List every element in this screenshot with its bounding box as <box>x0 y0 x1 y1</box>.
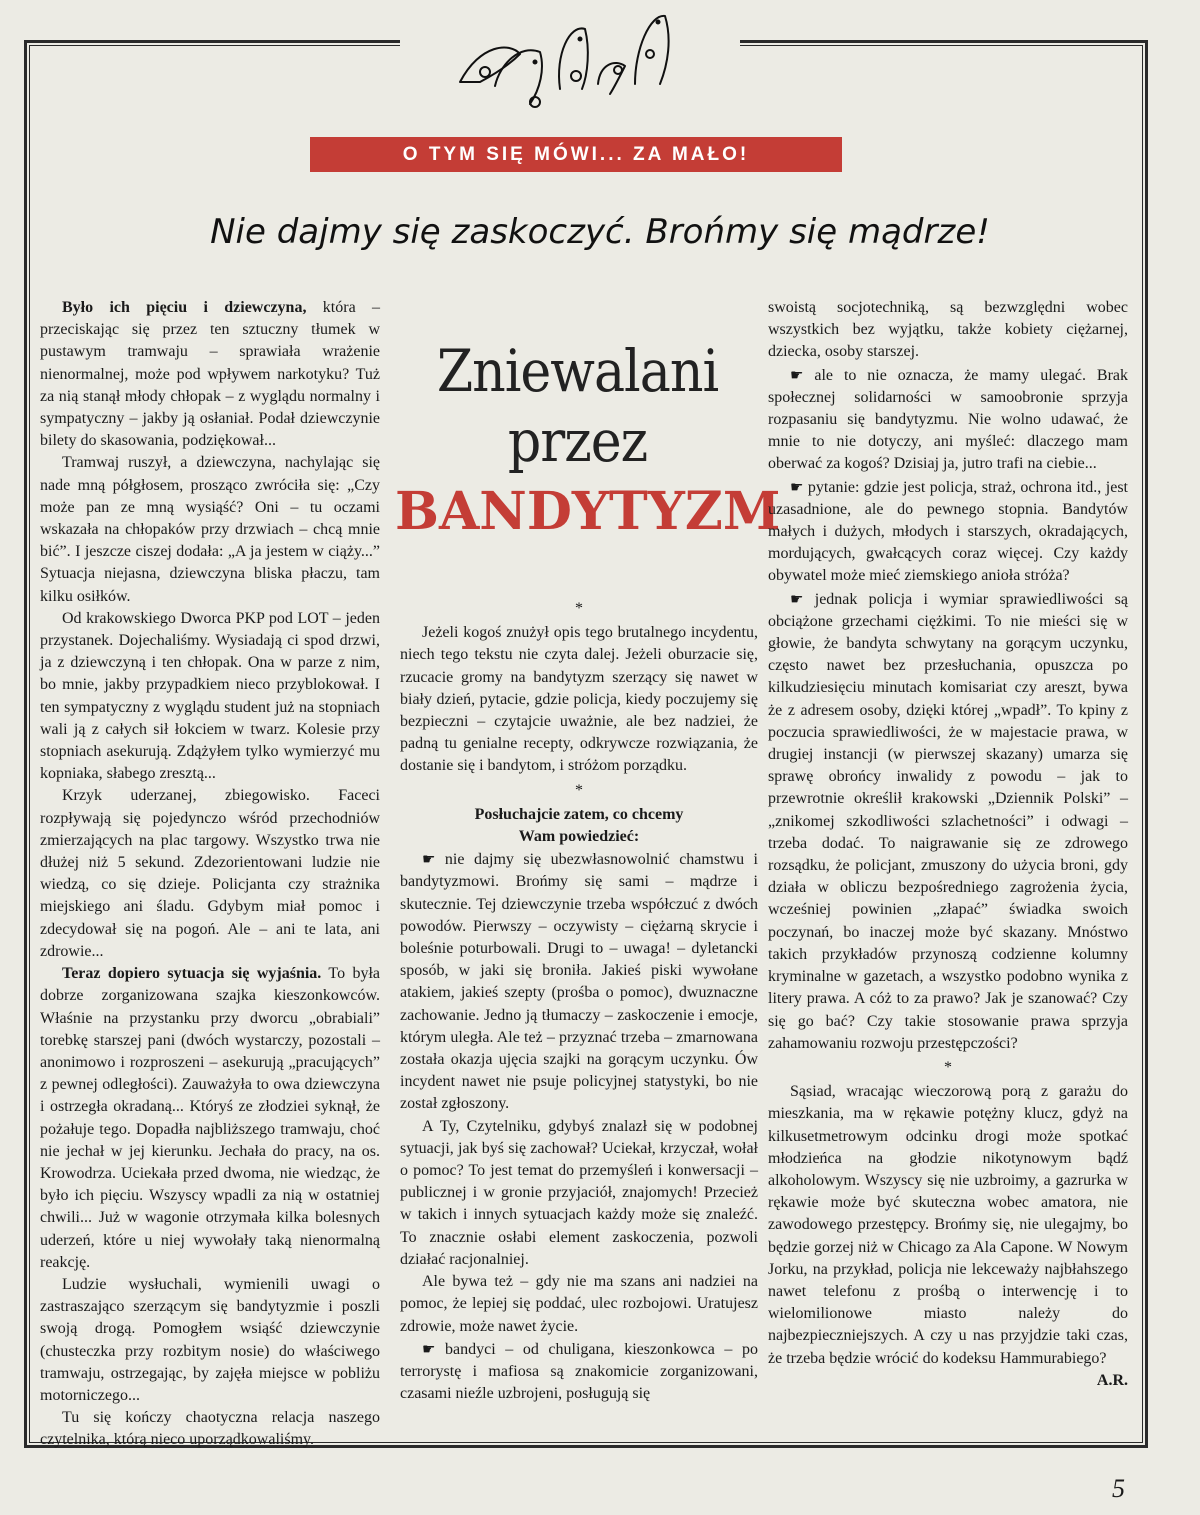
paragraph: swoistą socjotechniką, są bezwzględni wobec wszystkich bez wyjątku, także kobiety ciężarnej, dziecka, osoby starszej. <box>768 299 1128 361</box>
article-headline <box>395 336 781 544</box>
headline-line-2: przez <box>507 407 648 475</box>
pointing-hand-icon: ☛ <box>790 477 804 496</box>
paragraph-lead: Było ich pięciu i dziewczyna, <box>62 299 307 316</box>
paragraph: ☛ jednak policja i wymiar sprawiedliwości są obciążone grzechami ciężkimi. To nie mieści się w głowie, że bandyta schwytany na gorącym uczynku, często nawet bez przesłuchania, opuszcza po kilkudziesięciu minutach komisariat czy areszt, bywa że z adresem osoby, dzięki której „wpadł”. To kpiny z poczucia sprawiedliwości, że w majestacie prawa, w drugiej instancji (w pierwszej skazany) umarza się sprawę obrońcy inwalidy z powodu – jak to przewrotnie określił krakowski „Dziennik Polski” – „znikomej szkodliwości szlachetności” i odwagi – trzeba dodać. To naigrawanie się ze zdrowego rozsądku, że policjant, zmuszony do użycia broni, gdy działa w obliczu bezpośredniego zagrożenia życia, wcześniej powinien „złapać” świadka swoich poczynań, bo inaczej może być skazany. Mnóstwo takich przykładów przynoszą codzienne kolumny kryminalne w gazetach, a wszystko podobno wynika z litery prawa. A cóż to za prawo? Jak je szanować? Czy się go bać? Czy takie stosowanie prawa sprzyja zahamowaniu rozwoju przestępczości? <box>768 589 1128 1052</box>
paragraph: Od krakowskiego Dworca PKP pod LOT – jeden przystanek. Dojechaliśmy. Wysiadają ci spod drzwi, ja z dziewczyną i ten chłopak. Ona w parze z nim, bo mnie, jakby przypadkiem nieco przyblokował. I ten sympatyczny z wyglądu student już na stopniach wali ją z całych sił łokciem w twarz. Kolesie przy stopniach asekurują. Zdążyłem tylko wymierzyć mu kopniaka, słabego zresztą... <box>40 609 380 783</box>
headline-line-3: BANDYTYZM <box>395 481 781 542</box>
paragraph: Tu się kończy chaotyczna relacja naszego czytelnika, którą nieco uporządkowaliśmy. <box>40 1409 380 1449</box>
section-star: * <box>575 781 583 799</box>
headline-line-1: Zniewalani <box>436 337 719 405</box>
paragraph: ☛ nie dajmy się ubezwłasnowolnić chamstwu i bandytyzmowi. Brońmy się sami – mądrze i skutecznie. Tej dziewczynie trzeba współczuć z dwóch powodów. Pierwszy – oczywisty – ciężarną skrycie i boleśnie poturbowali. Drugi to – uwaga! – dyletancki sposób, w jaki się broniła. Jakieś piski wywołane atakiem, jakieś szepty (prośba o pomoc), dwuznaczne zachowanie. Jedno ją tłumaczy – zaskoczenie i emocje, którym uległa. Ale też – przyznać trzeba – zmarnowana została okazja ujęcia szajki na gorącym uczynku. Ów incydent nawet nie psuje policyjnej statystyki, bo nie został zgłoszony. <box>400 850 758 1113</box>
paragraph: ☛ bandyci – od chuligana, kieszonkowca – po terrorystę i mafiosa są znakomicie zorganizowani, czasami nieźle uzbrojeni, posługują się <box>400 1339 758 1403</box>
paragraph: Sąsiad, wracając wieczorową porą z garażu do mieszkania, ma w rękawie potężny klucz, gdyż na kilkusetmetrowym odcinku drogi może spotkać młodzieńca na głodzie nikotynowym bądź alkoholowym. Wszyscy się nie uzbroimy, a gazrurka w rękawie może być skuteczna wobec amatora, nie zawodowego przestępcy. Brońmy się, nie ulegajmy, bo będzie gorzej niż w Chicago za Ala Capone. W Nowym Jorku, na przykład, policja nie lekceważy najbłahszego nawet telefonu z prośbą o interwencję i to wielomilionowe miasto należy do najbezpieczniejszych. A czy u nas przyjdzie taki czas, że trzeba będzie wrócić do kodeksu Hammurabiego? <box>768 1083 1128 1367</box>
paragraph: Było ich pięciu i dziewczyna, która – przeciskając się przez ten sztuczny tłumek w pustawym tramwaju – sprawiała wrażenie nienormalnej, może pod wpływem narkotyku? Tuż za nią stanął młody chłopak – z wyglądu normalny i sympatyczny – jakby ją osłaniał. Podał dziewczynie bilety do skasowania, podziękował... <box>40 299 380 450</box>
section-heading: Wam powiedzieć: <box>518 828 640 846</box>
article-subtitle: Nie dajmy się zaskoczyć. Brońmy się mądrze! <box>210 212 990 252</box>
column-middle <box>400 596 758 1405</box>
paragraph: ☛ ale to nie oznacza, że mamy ulegać. Brak społecznej solidarności w samoobronie sprzyja rozpasaniu się bandytyzmu. Nie wolno udawać, że mnie to nie dotyczy, ani myśleć: dlaczego mam oberwać za kogoś? Dzisiaj ja, jutro trafi na ciebie... <box>768 365 1128 473</box>
section-star: * <box>944 1058 952 1076</box>
paragraph-lead: Teraz dopiero sytuacja się wyjaśnia. <box>62 965 322 983</box>
pointing-hand-icon: ☛ <box>422 850 436 869</box>
section-heading: Posłuchajcie zatem, co chcemy <box>474 805 684 823</box>
column-left <box>40 297 380 1452</box>
paragraph: ☛ pytanie: gdzie jest policja, straż, ochrona itd., jest uzasadnione, ale do pewnego stopnia. Bandytów małych i dużych, młodych i starszych, okradających, mordujących, gwałcących coraz więcej. Czy każdy obywatel może mieć ziemskiego anioła stróża? <box>768 477 1128 585</box>
paragraph: A Ty, Czytelniku, gdybyś znalazł się w podobnej sytuacji, jak byś się zachował? Uciekał, krzyczał, wołał o pomoc? To jest temat do przemyśleń i konwersacji – publicznej i w gronie przyjaciół, znajomych! Przecież w takich i innych sytuacjach każdy może się znaleźć. To znacznie osłabi element zaskoczenia, pozwoli działać racjonalniej. <box>400 1117 758 1268</box>
author-signature: A.R. <box>1096 1371 1128 1389</box>
paragraph: Jeżeli kogoś znużył opis tego brutalnego incydentu, niech tego tekstu nie czyta dalej. Jeżeli oburzacie się, rzucacie gromy na bandytyzm szerzący się nawet w biały dzień, pytacie, gdzie policja, kiedy poczujemy się bezpieczni – czytajcie uważnie, ale bez nadziei, że padną tu genialne recepty, odkrywcze rozwiązania, że dostanie się i bandytom, i stróżom porządku. <box>400 624 758 775</box>
paragraph: Ludzie wysłuchali, wymienili uwagi o zastraszająco szerzącym się bandytyzmie i poszli swoją drogą. Pomogłem wsiąść dziewczynie (chusteczka przy rozbitym nosie) do właściwego tramwaju, ostrzegając, by zajęła miejsce w pobliżu motorniczego... <box>40 1275 380 1404</box>
pointing-hand-icon: ☛ <box>790 365 804 384</box>
section-star: * <box>575 600 583 617</box>
paragraph: Ale bywa też – gdy nie ma szans ani nadziei na pomoc, że lepiej się poddać, ulec rozbojowi. Uratujesz zdrowie, może nawet życie. <box>400 1273 758 1335</box>
column-right <box>768 297 1128 1392</box>
faces-logo-icon <box>440 4 700 116</box>
section-banner: O TYM SIĘ MÓWI... ZA MAŁO! <box>310 137 842 172</box>
paragraph: Tramwaj ruszył, a dziewczyna, nachylając się nade mną półgłosem, prosząco zwróciła się: „Czy może pan ze mną wysiąść? Oni – tu oczami wskazała na chłopaków przy drzwiach – chcą mnie bić”. I jeszcze ciszej dodała: „A ja jestem w ciąży...” Sytuacja niejasna, dziewczyna bliska płaczu, tam kilku osiłków. <box>40 454 380 605</box>
paragraph: Krzyk uderzanej, zbiegowisko. Faceci rozpływają się pojedynczo wśród przechodniów zmierzających na plac targowy. Wszystko trwa nie dłużej niż 5 sekund. Zdezorientowani ludzie nie wiedzą, co się dzieje. Policjanta czy strażnika miejskiego ani śladu. Gdybym miał pomoc i zdecydował się na pogoń. Ale – ani te lata, ani zdrowie... <box>40 787 380 960</box>
pointing-hand-icon: ☛ <box>422 1339 436 1358</box>
page-number: 5 <box>1112 1474 1125 1503</box>
paragraph: Teraz dopiero sytuacja się wyjaśnia. To była dobrze zorganizowana szajka kieszonkowców. Właśnie na przystanku przy dworcu „obrabiali” torebkę starszej pani (dwóch wystarczy, pozostali – anonimowo i rozproszeni – asekurują „pracujących” z pewnej odległości). Zauważyła to owa dziewczyna i ostrzegła okradaną... Któryś ze złodziei syknął, że pożałuje tego. Dopadła najbliższego tramwaju, choć nie jechał w jej kierunku. Jechała do pracy, na os. Krowodrza. Uciekała przed dwoma, nie wiedząc, że było ich pięciu. Wszyscy wpadli za nią w ostatniej chwili... Już w wagonie otrzymała kilka bolesnych uderzeń, które u niej wywołały taką nienormalną reakcję. <box>40 965 380 1271</box>
pointing-hand-icon: ☛ <box>790 589 804 608</box>
